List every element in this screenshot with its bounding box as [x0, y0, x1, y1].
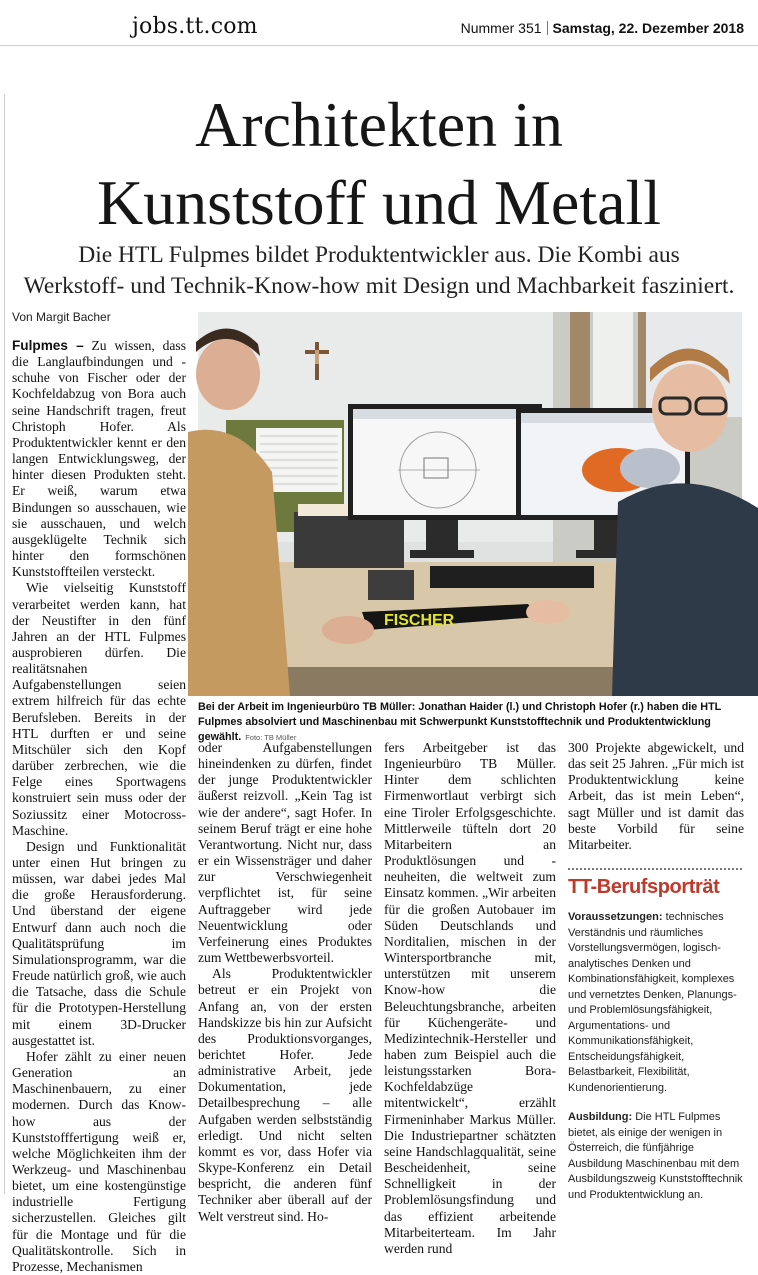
profile-box — [568, 910, 744, 1217]
headline — [0, 86, 758, 242]
article-paragraph: Als Produktentwickler betreut er ein Projekt von Anfang an, von der ersten Handskizze bis hin zur Aufsicht des Produktionsvorganges, berichtet Hofer. Jede administrative Arbeit, jede Dokumentation, jede Detailbesprechung – alle Aufgaben werden selbstständig erledigt. Und nicht selten kommt es vor, dass Hofer via Skype-Konferenz ein Detail bespricht, die anderen fünf Techniker aber überall auf der Welt verstreut sind. Ho- — [198, 966, 372, 1224]
issue-date: Samstag, 22. Dezember 2018 — [552, 20, 744, 36]
headline-line-1: Architekten in — [195, 89, 563, 160]
article-photo — [198, 312, 742, 696]
issue-number: Nummer 351 — [460, 20, 542, 36]
subheadline-line-1: Die HTL Fulpmes bildet Produktentwickler aus. Die Kombi aus — [78, 242, 680, 268]
dateline: Fulpmes – — [12, 338, 84, 353]
article-paragraph: oder Aufgabenstellungen hineindenken zu dürfen, findet der junge Produktentwickler äußerst reizvoll. „Kein Tag ist wie der andere“, sagt Hofer. In seinem Beruf trägt er eine hohe Verantwortung. Nicht nur, dass er ein Wissensträger und daher zur Verschwiegenheit verpflichtet ist, für seine Auftraggeber wird jede Neuentwicklung oder Verfeinerung eines Produktes zum Wettbewerbsvorteil. — [198, 740, 372, 966]
profile-box-title: TT-Berufsporträt — [568, 876, 720, 898]
subheadline-line-2: Werkstoff- und Technik-Know-how mit Design und Machbarkeit fasziniert. — [23, 273, 735, 299]
article-paragraph: fers Arbeitgeber ist das Ingenieurbüro TB Müller. Hinter dem schlichten Firmenwortlaut verbirgt sich eine Tiroler Erfolgsgeschichte. Mittlerweile tüfteln dort 20 Mitarbeitern an Produktlösungen und -neuheiten, die weltweit zum Einsatz kommen. „Wir arbeiten für die großen Autobauer im Süden Deutschlands und Norditalien, mischen in der Wintersportbranche mit, unterstützen mit unserem Know-how die Beleuchtungsbranche, arbeiten für Küchengeräte- und Medizintechnik-Hersteller und haben zum Beispiel auch die leistungsstarken Bora-Kochfeldabzüge mitentwickelt“, erzählt Firmeninhaber Markus Müller. Die Industriepartner schätzten seine Handschlagqualität, seine Bescheidenheit, seine Schnelligkeit in der Problemlösungsfindung und das effizient arbeitende Mitarbeiterteam. Im Jahr werden rund — [384, 740, 556, 1256]
dotted-divider — [568, 868, 742, 870]
requirements-paragraph — [568, 910, 744, 1096]
office-scene-illustration — [198, 312, 742, 696]
article-paragraph: Hofer zählt zu einer neuen Generation an Maschinenbauern, zu einer modernen. Durch das Know-how aus der Kunststofffertigung weiß er, welche Möglichkeiten ihm der Werkzeug- und Maschinenbau bietet, um eine kostengünstige industrielle Fertigung sicherzustellen. Gleiches gilt für die Montage und für die Qualitätskontrolle. Sich in Prozesse, Mechanismen — [12, 1048, 186, 1274]
issue-separator — [547, 21, 548, 35]
svg-text:FISCHER: FISCHER — [384, 612, 455, 629]
byline: Von Margit Bacher — [12, 310, 111, 324]
site-name[interactable]: jobs.tt.com — [132, 14, 258, 39]
requirements-text: technisches Verständnis und räumliches Vorstellungsvermögen, logisch-analytisches Denken und Kombinationsfähigkeit, komplexes und vernetztes Denken, Planungs- und Problemlösungsfähigkeit, Argumentations- und Kommunikationsfähigkeit, Entscheidungsfähigkeit, Belastbarkeit, Flexibilität, Kundenorientierung. — [568, 911, 737, 1094]
photo-credit: Foto: TB Müller — [245, 733, 297, 742]
article-column-2 — [198, 740, 372, 1224]
requirements-label: Voraussetzungen: — [568, 911, 663, 923]
photo-caption — [198, 700, 746, 745]
article-column-4 — [568, 740, 744, 860]
article-paragraph: Fulpmes – Zu wissen, dass die Langlaufbindungen und -schuhe von Fischer oder der Kochfeldabzug von Bora auch seine Handschrift tragen, freut Christoph Hofer. Als Produktentwickler kennt er den langen Entwicklungsweg, der hinter diesen Produkten steht. Er weiß, warum etwa Bindungen so ausschauen, wie sie ausschauen, und welch ausgeklügelte Technik sich hinter den formschönen Kunststoffteilen versteckt. — [12, 338, 186, 580]
education-label: Ausbildung: — [568, 1111, 633, 1123]
article-paragraph: Wie vielseitig Kunststoff verarbeitet werden kann, hat der Neustifter in den fünf Jahren an der HTL Fulpmes ausprobieren dürfen. Die realitätsnahen Aufgabenstellungen seien extrem hilfreich für das echte Berufsleben. Bereits in der HTL durften er und seine Mitschüler sich den Kopf darüber zerbrechen, wie die Felge eines Sportwagens konstruiert sein muss oder der Soziussitz einer Motocross-Maschine. — [12, 580, 186, 838]
headline-line-2: Kunststoff und Metall — [96, 167, 662, 238]
subheadline — [0, 240, 758, 302]
masthead — [0, 0, 758, 46]
caption-text: Bei der Arbeit im Ingenieurbüro TB Müller: Jonathan Haider (l.) und Christoph Hofer (r.) haben die HTL Fulpmes absolviert und Maschinenbau mit Schwerpunkt Kunststofftechnik und Produktentwicklung gewählt. — [198, 701, 722, 743]
article-paragraph: 300 Projekte abgewickelt, und das seit 25 Jahren. „Für mich ist Produktentwicklung keine Arbeit, das ist mein Leben“, sagt Müller und ist damit das beste Vorbild für seine Mitarbeiter. — [568, 740, 744, 852]
article-column-1 — [12, 338, 186, 1274]
article-column-3 — [384, 740, 556, 1256]
education-text: Die HTL Fulpmes bietet, als einige der wenigen in Österreich, die fünfjährige Ausbildung Maschinenbau mit dem Ausbildungszweig Kunststofftechnik und Produktentwicklung an. — [568, 1111, 743, 1201]
article-paragraph: Design und Funktionalität unter einen Hut bringen zu müssen, war dabei jedes Mal die große Herausforderung. Und überstand der eigene Entwurf dann auch noch die Qualitätsprüfung im Simulationsprogramm, war die Freude natürlich groß, wie auch die Tatsache, dass die Schule für die Prototypen-Herstellung mit einem 3D-Drucker ausgestattet ist. — [12, 838, 186, 1048]
issue-info — [461, 20, 744, 36]
education-paragraph — [568, 1110, 744, 1203]
